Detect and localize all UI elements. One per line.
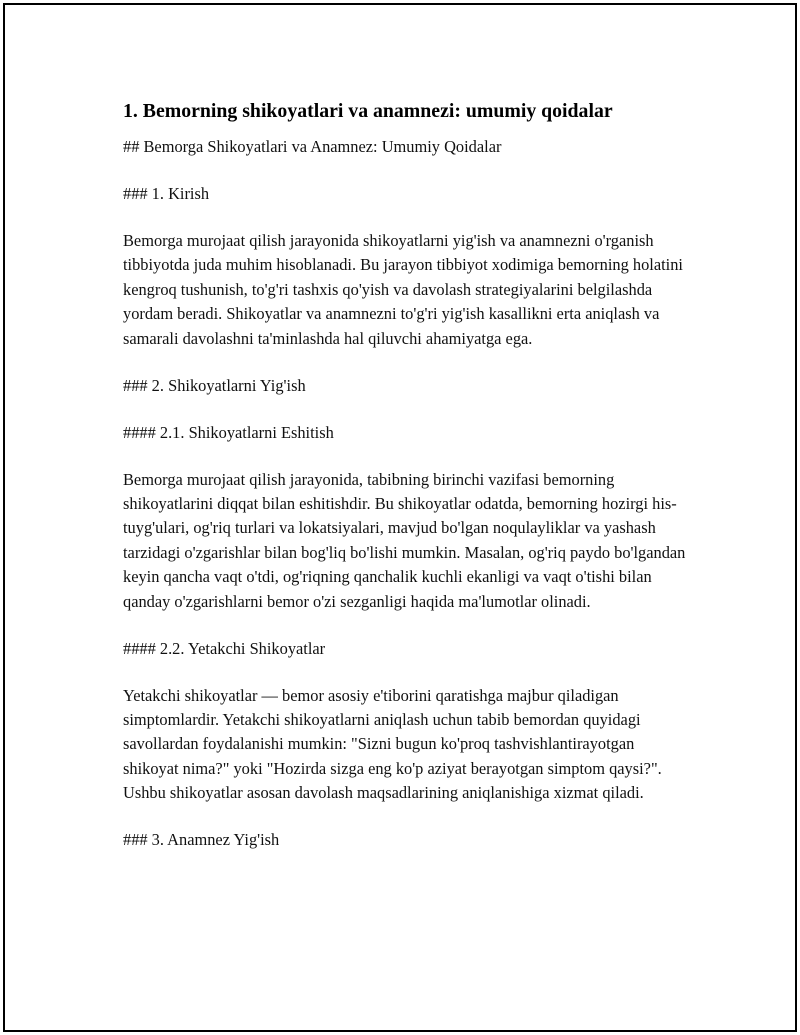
markdown-heading: ## Bemorga Shikoyatlari va Anamnez: Umumiy Qoidalar bbox=[123, 137, 502, 156]
section-heading-anamnesis: ### 3. Anamnez Yig'ish bbox=[123, 830, 280, 850]
paragraph-leading: Yetakchi shikoyatlar — bemor asosiy e'tiborini qaratishga majbur qiladigan simptomlardir. Yetakchi shikoyatlarni aniqlash uchun tabib bemordan quyidagi savollardan foydalanishi mumkin: "Sizni bugun ko'proq tashvishlantirayotgan shikoyat nima?" yoki "Hozirda sizga eng ko'p aziyat berayotgan simptom qaysi?". Ushbu shikoyatlar asosan davolash maqsadlarining aniqlanishiga xizmat qiladi. bbox=[123, 685, 662, 803]
section-heading-complaints: ### 2. Shikoyatlarni Yig'ish bbox=[123, 375, 306, 395]
subsection-heading-listening: #### 2.1. Shikoyatlarni Eshitish bbox=[123, 422, 334, 442]
section-heading-intro: ### 1. Kirish bbox=[123, 184, 210, 203]
page-frame bbox=[3, 3, 797, 1032]
subsection-heading-leading: #### 2.2. Yetakchi Shikoyatlar bbox=[123, 638, 326, 658]
paragraph-intro: Bemorga murojaat qilish jarayonida shikoyatlarni yig'ish va anamnezni o'rganish tibbiyotda juda muhim hisoblanadi. Bu jarayon tibbiyot xodimiga bemorning holatini kengroq tushunish, to'g'ri tashxis qo'yish va davolash strategiyalarini belgilashda yordam beradi. Shikoyatlar va anamnezni to'g'ri yig'ish kasallikni erta aniqlash va samarali davolashni ta'minlashda hal qiluvchi ahamiyatga ega. bbox=[123, 231, 683, 348]
paragraph-listening: Bemorga murojaat qilish jarayonida, tabibning birinchi vazifasi bemorning shikoyatlarini diqqat bilan eshitishdir. Bu shikoyatlar odatda, bemorning hozirgi his-tuyg'ulari, og'riq turlari va lokatsiyalari, mavjud bo'lgan noqulayliklar va yashash tarzidagi o'zgarishlar bilan bog'liq bo'lishi mumkin. Masalan, og'riq paydo bo'lgandan keyin qancha vaqt o'tdi, og'riqning qanchalik kuchli ekanligi va vaqt o'tishi bilan qanday o'zgarishlarni bemor o'zi sezganligi haqida ma'lumotlar olinadi. bbox=[123, 469, 686, 611]
document-title: 1. Bemorning shikoyatlari va anamnezi: umumiy qoidalar bbox=[123, 100, 613, 122]
document-body bbox=[123, 97, 693, 875]
